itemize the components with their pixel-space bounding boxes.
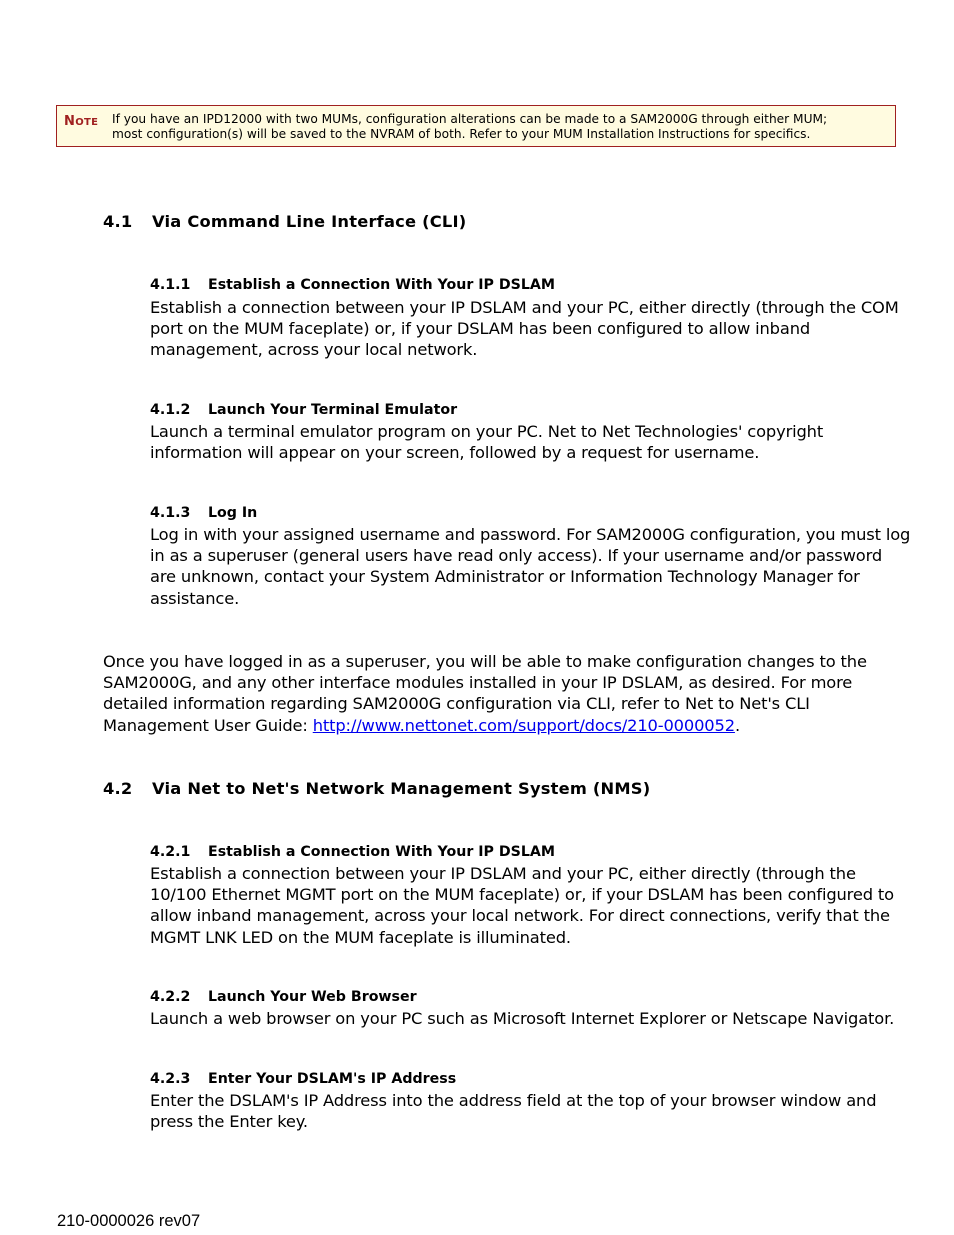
paragraph-line: Launch a web browser on your PC such as Microsoft Internet Explorer or Netscape Navigator.	[150, 1009, 895, 1028]
subsection-title: Log In	[208, 505, 258, 521]
subsection-number: 4.2.3	[150, 1071, 191, 1087]
link-suffix-text: .	[734, 715, 740, 735]
section-title: Via Command Line Interface (CLI)	[152, 212, 467, 231]
note-label-rest: OTE	[75, 117, 99, 128]
paragraph-line: detailed information regarding SAM2000G configuration via CLI, refer to Net to Net's CLI	[103, 694, 810, 714]
note-line-2: most configuration(s) will be saved to the NVRAM of both. Refer to your MUM Installation Instructions for specifics.	[112, 126, 811, 141]
paragraph-4-1-3	[150, 524, 911, 609]
paragraph-4-2-3	[150, 1090, 900, 1132]
link-prefix-text: Management User Guide:	[103, 715, 313, 735]
subsection-heading-4-2-1	[150, 844, 555, 860]
paragraph-line: MGMT LNK LED on the MUM faceplate is illuminated.	[150, 927, 571, 947]
paragraph-4-2-1	[150, 863, 900, 948]
paragraph-line: port on the MUM faceplate) or, if your DSLAM has been configured to allow inband	[150, 319, 811, 339]
paragraph-line: are unknown, contact your System Administrator or Information Technology Manager for	[150, 567, 860, 587]
section-number: 4.1	[103, 212, 133, 231]
note-label	[64, 114, 98, 129]
note-line-1: If you have an IPD12000 with two MUMs, configuration alterations can be made to a SAM2000G through either MUM;	[112, 112, 828, 126]
paragraph-line: management, across your local network.	[150, 340, 478, 360]
section-heading-4-2	[103, 779, 650, 798]
paragraph-line: 10/100 Ethernet MGMT port on the MUM faceplate) or, if your DSLAM has been configured to	[150, 885, 894, 905]
subsection-title: Launch Your Terminal Emulator	[208, 402, 458, 418]
note-label-initial: N	[64, 114, 76, 129]
subsection-number: 4.2.1	[150, 844, 191, 860]
subsection-number: 4.2.2	[150, 989, 191, 1005]
subsection-title: Enter Your DSLAM's IP Address	[208, 1071, 457, 1087]
paragraph-line: allow inband management, across your local network. For direct connections, verify that the	[150, 906, 890, 926]
section-number: 4.2	[103, 779, 133, 798]
subsection-heading-4-2-2	[150, 989, 417, 1005]
paragraph-cli-closing	[103, 651, 867, 736]
subsection-title: Launch Your Web Browser	[208, 989, 417, 1005]
paragraph-line: information will appear on your screen, followed by a request for username.	[150, 443, 760, 463]
paragraph-4-1-1	[150, 297, 900, 361]
note-box	[56, 105, 896, 147]
paragraph-line: press the Enter key.	[150, 1112, 308, 1132]
section-heading-4-1	[103, 212, 466, 231]
paragraph-line: Enter the DSLAM's IP Address into the address field at the top of your browser window and	[150, 1091, 877, 1110]
paragraph-line: Launch a terminal emulator program on your PC. Net to Net Technologies' copyright	[150, 422, 824, 441]
paragraph-line: SAM2000G, and any other interface modules installed in your IP DSLAM, as desired. For more	[103, 673, 853, 693]
subsection-heading-4-1-3	[150, 505, 257, 521]
note-text	[112, 112, 892, 141]
subsection-heading-4-2-3	[150, 1071, 456, 1087]
cli-guide-link[interactable]: http://www.nettonet.com/support/docs/210-0000052	[312, 715, 735, 735]
subsection-number: 4.1.3	[150, 505, 191, 521]
paragraph-line: Log in with your assigned username and password. For SAM2000G configuration, you must log	[150, 525, 911, 544]
subsection-title: Establish a Connection With Your IP DSLAM	[208, 277, 556, 293]
subsection-number: 4.1.2	[150, 402, 191, 418]
paragraph-4-1-2	[150, 421, 900, 463]
paragraph-line: Once you have logged in as a superuser, you will be able to make configuration changes to the	[103, 652, 867, 671]
subsection-title: Establish a Connection With Your IP DSLAM	[208, 844, 556, 860]
paragraph-line: assistance.	[150, 588, 240, 608]
section-title: Via Net to Net's Network Management System (NMS)	[152, 779, 651, 798]
subsection-heading-4-1-2	[150, 402, 457, 418]
paragraph-4-2-2	[150, 1008, 900, 1029]
subsection-number: 4.1.1	[150, 277, 191, 293]
paragraph-line: Establish a connection between your IP DSLAM and your PC, either directly (through the COM	[150, 298, 899, 317]
footer-doc-number: 210-0000026 rev07	[57, 1212, 201, 1230]
paragraph-line: Establish a connection between your IP DSLAM and your PC, either directly (through the	[150, 864, 856, 883]
paragraph-line-with-link	[103, 715, 863, 736]
subsection-heading-4-1-1	[150, 277, 555, 293]
paragraph-line: in as a superuser (general users have read only access). If your username and/or password	[150, 546, 883, 566]
